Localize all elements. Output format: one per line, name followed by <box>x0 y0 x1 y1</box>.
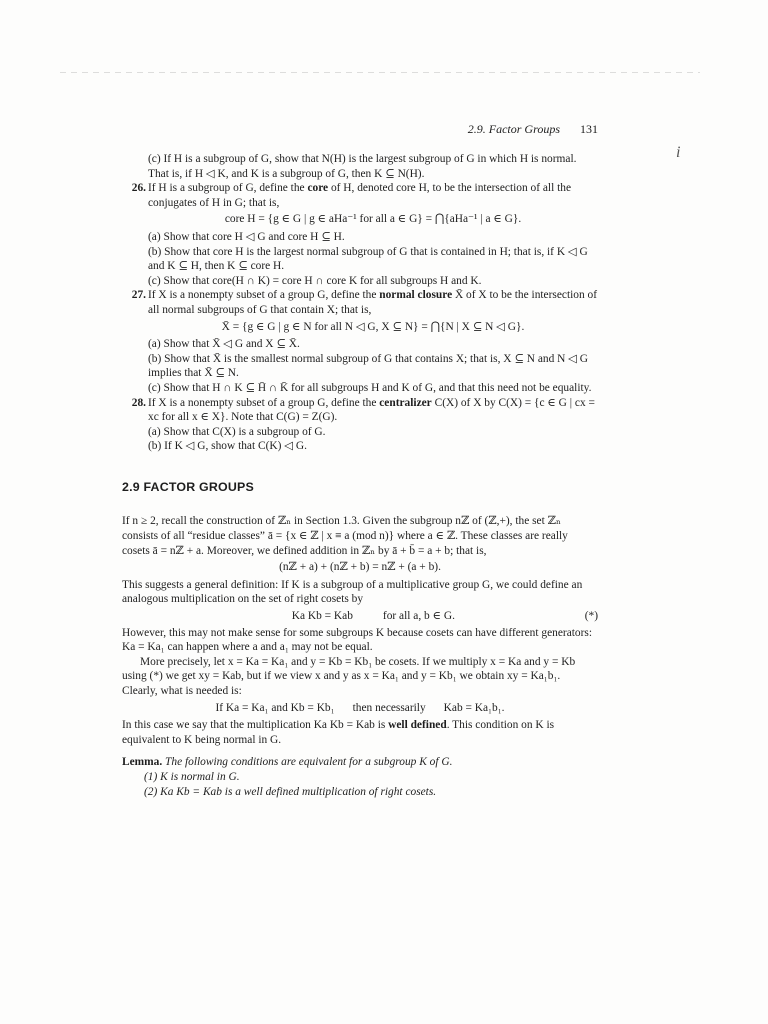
display-equation-star: Ka Kb = Kab for all a, b ∈ G. (*) <box>291 610 598 623</box>
exercise-part: (b) Show that core H is the largest normal subgroup of G that is contained in H; that is, if K ◁ G and K ⊆ H, then K ⊆ core H. <box>148 245 588 273</box>
display-equation: (nℤ + a) + (nℤ + b) = nℤ + (a + b). <box>279 561 441 574</box>
lemma-condition: (1) K is normal in G. <box>144 770 240 783</box>
exercise-27: 27. If X is a nonempty subset of a group G, define the normal closure X̄ of X to be the intersection of all normal subgroups of G that contain X; that is, X̄ = {g ∈ G | g ∈ N for all N ◁ G, X ⊆ N} = ⋂{N | X ⊆ N ◁ G}. (a) Show that X̄ ◁ G and X ⊆ X̄. (b) Show that X̄ is the smallest normal subgroup of G that contains X; that is, X ⊆ N and N ◁ G implies that X̄ ⊆ N. (c) Show that H ∩ K ⊆ H̄ ∩ K̄ for all subgroups H and K of G, and that this need not be equality. <box>122 288 598 395</box>
exercise-part: (c) Show that core(H ∩ K) = core H ∩ core K for all subgroups H and K. <box>148 274 482 287</box>
paragraph: However, this may not make sense for some subgroups K because cosets can have different generators: Ka = Ka₁ can happen where a and a₁ may not be equal. <box>122 626 592 654</box>
page-number: 131 <box>580 122 598 136</box>
exercise-25-part-c: (c) If H is a subgroup of G, show that N(H) is the largest subgroup of G in which H is normal. That is, if H ◁ K, and K is a subgroup of G, then K ⊆ N(H). <box>148 153 577 180</box>
scan-artifact-line <box>60 72 700 73</box>
paragraph: If n ≥ 2, recall the construction of ℤₙ in Section 1.3. Given the subgroup nℤ of (ℤ,+), the set ℤₙ consists of all “residue classes” ā = {x ∈ ℤ | x ≡ a (mod n)} where a ∈ ℤ. These classes are really cosets ā = nℤ + a. Moreover, we defined addition in ℤₙ by ā + b̄ = a + b; that is, <box>122 515 568 557</box>
exercise-part: (b) Show that X̄ is the smallest normal subgroup of G that contains X; that is, X ⊆ N and N ◁ G implies that X̄ ⊆ N. <box>148 352 589 380</box>
defined-term: well defined <box>388 719 447 732</box>
exercise-part: (a) Show that X̄ ◁ G and X ⊆ X̄. <box>148 338 300 351</box>
exercise-26: 26. If H is a subgroup of G, define the core of H, denoted core H, to be the intersection of all the conjugates of H in G; that is, core H = {g ∈ G | g ∈ aHa⁻¹ for all a ∈ G} = ⋂{aHa⁻¹ | a ∈ G}. (a) Show that core H ◁ G and core H ⊆ H. (b) Show that core H is the largest normal subgroup of G that is contained in H; that is, if K ◁ G and K ⊆ H, then K ⊆ core H. (c) Show that core(H ∩ K) = core H ∩ core K for all subgroups H and K. <box>122 181 598 288</box>
paragraph: More precisely, let x = Ka = Ka₁ and y = Kb = Kb₁ be cosets. If we multiply x = Ka and y = Kb using (*) we get xy = Kab, but if we view x and y as x = Ka₁ and y = Kb₁ we obtain xy = Ka₁b₁. Clearly, what is needed is: <box>122 655 576 697</box>
lemma-label: Lemma. <box>122 756 163 769</box>
defined-term: normal closure <box>379 289 453 302</box>
lemma-condition: (2) Ka Kb = Kab is a well defined multiplication of right cosets. <box>144 785 437 798</box>
exercise-part: (a) Show that core H ◁ G and core H ⊆ H. <box>148 230 345 243</box>
paragraph: This suggests a general definition: If K is a subgroup of a multiplicative group G, we could define an analogous multiplication on the set of right cosets by <box>122 578 583 606</box>
exercise-part: (b) If K ◁ G, show that C(K) ◁ G. <box>148 440 307 453</box>
equation-tag: (*) <box>584 610 598 623</box>
exercise-part: (c) Show that H ∩ K ⊆ H̄ ∩ K̄ for all subgroups H and K of G, and that this need not be equality. <box>148 381 592 394</box>
lemma: Lemma. The following conditions are equivalent for a subgroup K of G. <box>122 756 453 769</box>
running-header-section: 2.9. Factor Groups <box>467 122 560 136</box>
exercise-number: 26. <box>131 182 146 195</box>
lemma-conditions <box>122 770 598 799</box>
exercise-number: 27. <box>131 289 146 302</box>
display-equation: If Ka = Ka₁ and Kb = Kb₁ then necessarily Kab = Ka₁b₁. <box>215 701 505 714</box>
paragraph: In this case we say that the multiplication Ka Kb = Kab is well defined. This condition on K is equivalent to K being normal in G. <box>122 719 555 746</box>
margin-mark: i <box>676 144 681 161</box>
display-equation: core H = {g ∈ G | g ∈ aHa⁻¹ for all a ∈ G} = ⋂{aHa⁻¹ | a ∈ G}. <box>224 213 522 226</box>
section-heading: 2.9 FACTOR GROUPS <box>122 479 254 494</box>
defined-term: centralizer <box>379 396 432 409</box>
running-header <box>122 122 598 137</box>
exercise-part: (a) Show that C(X) is a subgroup of G. <box>148 425 326 438</box>
exercise-28: 28. If X is a nonempty subset of a group G, define the centralizer C(X) of X by C(X) = {c ∈ G | cx = xc for all x ∈ X}. Note that C(G) = Z(G). (a) Show that C(X) is a subgroup of G. (b) If K ◁ G, show that C(K) ◁ G. <box>122 396 598 454</box>
page-body <box>122 152 598 799</box>
exercise-number: 28. <box>131 396 146 409</box>
display-equation: X̄ = {g ∈ G | g ∈ N for all N ◁ G, X ⊆ N} = ⋂{N | X ⊆ N ◁ G}. <box>221 320 525 333</box>
defined-term: core <box>307 182 329 195</box>
